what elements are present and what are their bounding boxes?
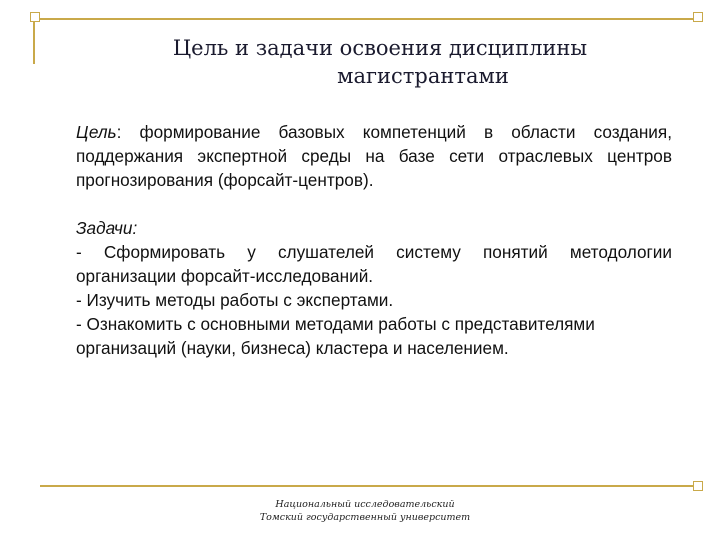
header-corner-square-left xyxy=(30,12,40,22)
task-item-3: - Ознакомить с основными методами работы с представителями организаций (науки, бизнеса) кластера и населением. xyxy=(76,314,595,358)
footer-divider-line xyxy=(40,485,697,487)
footer-corner-square xyxy=(693,481,703,491)
header-corner-square-right xyxy=(693,12,703,22)
goal-paragraph xyxy=(76,120,672,192)
header-frame-top-line xyxy=(33,18,697,20)
footer-university-name xyxy=(200,498,530,524)
goal-label: Цель xyxy=(76,122,117,142)
header-frame-left-line xyxy=(33,18,35,64)
slide-title-line-1: Цель и задачи освоения дисциплины xyxy=(172,36,588,60)
footer-line-1: Национальный исследовательский xyxy=(275,499,455,510)
tasks-label: Задачи: xyxy=(76,218,138,238)
slide-title xyxy=(90,34,670,90)
goal-text: формирование базовых компетенций в области создания, поддержания экспертной среды на базе сети отраслевых центров прогнозирования (форсайт-центров). xyxy=(76,122,672,190)
footer-line-2: Томский государственный университет xyxy=(259,512,471,523)
task-item-1: - Сформировать у слушателей систему понятий методологии организации форсайт-исследований. xyxy=(76,242,672,286)
slide-content xyxy=(76,120,672,360)
slide-title-line-2: магистрантами xyxy=(337,64,509,88)
task-item-2: - Изучить методы работы с экспертами. xyxy=(76,290,394,310)
goal-colon: : xyxy=(116,122,122,142)
